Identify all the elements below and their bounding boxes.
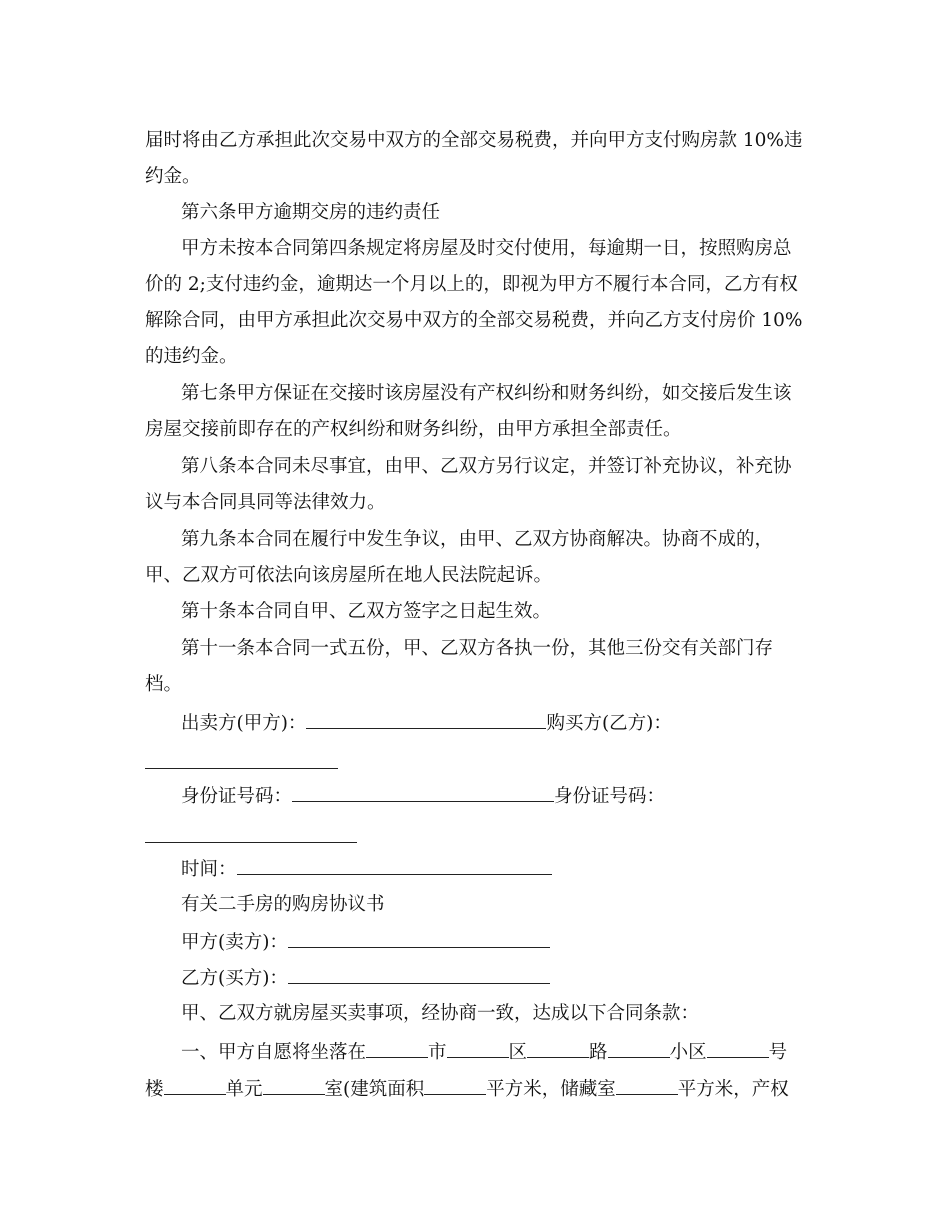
paragraph-line: 第九条本合同在履行中发生争议，由甲、乙双方协商解决。协商不成的，: [181, 529, 774, 550]
paragraph-line: 第七条甲方保证在交接时该房屋没有产权纠纷和财务纠纷，如交接后发生该: [181, 383, 792, 404]
clause-1-line-2: [145, 1076, 789, 1102]
clause-text: 室(建筑面积: [324, 1079, 425, 1100]
clause-text: 小区: [669, 1042, 707, 1063]
id-number-line: [181, 783, 665, 809]
clause-text: 一、甲方自愿将坐落在: [181, 1042, 367, 1063]
paragraph-line: 约金。: [145, 166, 201, 187]
buyer-label: 购买方(乙方)：: [546, 713, 672, 734]
city-blank: [366, 1039, 428, 1058]
area-blank: [424, 1076, 486, 1095]
seller-label: 出卖方(甲方)：: [181, 713, 307, 734]
clause-1-line: [181, 1039, 787, 1065]
id-label-buyer: 身份证号码：: [554, 786, 666, 807]
buyer-blank: [145, 768, 338, 769]
paragraph-line: 第十一条本合同一式五份，甲、乙双方各执一份，其他三份交有关部门存: [181, 638, 774, 659]
paragraph-line: 房屋交接前即存在的产权纠纷和财务纠纷，由甲方承担全部责任。: [145, 419, 682, 440]
district-blank: [447, 1039, 509, 1058]
unit-blank: [263, 1076, 325, 1095]
clause-text: 区: [508, 1042, 528, 1063]
id-blank-buyer: [145, 842, 357, 843]
paragraph-line: 的违约金。: [145, 346, 238, 367]
agreement-title: 有关二手房的购房协议书: [181, 894, 385, 915]
clause-text: 号: [768, 1042, 788, 1063]
party-b-label: 乙方(买方)：: [181, 968, 288, 989]
paragraph-line: 议与本合同具同等法律效力。: [145, 492, 386, 513]
section-heading: 第六条甲方逾期交房的违约责任: [181, 202, 441, 223]
id-label-seller: 身份证号码：: [181, 786, 293, 807]
party-b-line: [181, 965, 550, 991]
clause-text: 市: [428, 1042, 447, 1063]
storage-area-blank: [616, 1076, 678, 1095]
paragraph-line: 第十条本合同自甲、乙双方签字之日起生效。: [181, 601, 552, 622]
party-a-line: [181, 929, 550, 955]
seller-signature-line: [181, 710, 672, 736]
paragraph-line: 价的 2;支付违约金，逾期达一个月以上的，即视为甲方不履行本合同，乙方有权: [145, 274, 798, 295]
party-a-label: 甲方(卖方)：: [181, 932, 288, 953]
party-a-blank: [288, 929, 550, 948]
time-label: 时间：: [181, 859, 237, 880]
clause-text: 单元: [225, 1079, 263, 1100]
time-blank: [237, 856, 552, 875]
paragraph-line: 第八条本合同未尽事宜，由甲、乙双方另行议定，并签订补充协议，补充协: [181, 456, 792, 477]
paragraph-line: 档。: [145, 674, 183, 695]
paragraph-line: 甲、乙双方可依法向该房屋所在地人民法院起诉。: [145, 565, 553, 586]
time-line: [181, 856, 552, 882]
building-blank: [164, 1076, 226, 1095]
party-b-blank: [288, 965, 550, 984]
paragraph-line: 届时将由乙方承担此次交易中双方的全部交易税费，并向甲方支付购房款 10%违: [145, 130, 803, 151]
number-blank: [707, 1039, 769, 1058]
clause-text: 平方米，储藏室: [486, 1079, 616, 1100]
id-blank-seller: [292, 783, 554, 802]
paragraph-line: 甲方未按本合同第四条规定将房屋及时交付使用，每逾期一日，按照购房总: [181, 238, 792, 259]
clause-text: 平方米，产权: [677, 1079, 789, 1100]
road-blank: [527, 1039, 589, 1058]
seller-blank: [306, 710, 546, 729]
clause-text: 路: [589, 1042, 608, 1063]
clause-text: 楼: [145, 1079, 164, 1100]
paragraph-line: 甲、乙双方就房屋买卖事项，经协商一致，达成以下合同条款：: [181, 1003, 700, 1024]
community-blank: [608, 1039, 670, 1058]
paragraph-line: 解除合同，由甲方承担此次交易中双方的全部交易税费，并向乙方支付房价 10%: [145, 310, 803, 331]
